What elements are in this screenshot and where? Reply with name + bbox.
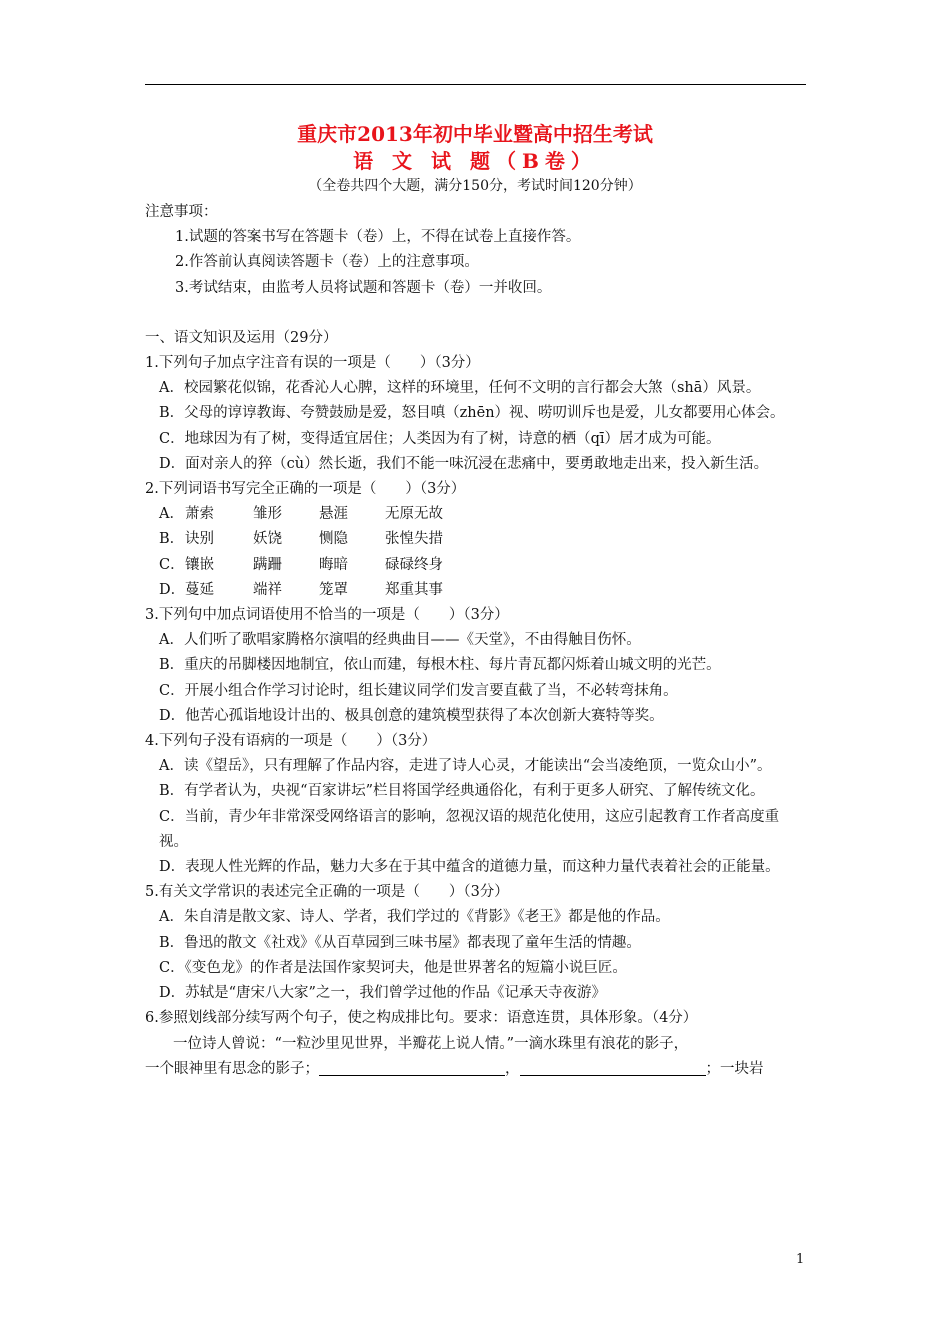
word: 妖饶: [253, 531, 282, 548]
option-a: A．人们听了歌唱家腾格尔演唱的经典曲目——《天堂》，不由得触目伤怀。: [159, 632, 641, 649]
exam-title: 重庆市2013年初中毕业暨高中招生考试: [297, 122, 653, 146]
word: 端祥: [253, 581, 282, 598]
page-number: 1: [796, 1252, 805, 1267]
word: 蔓延: [185, 581, 214, 598]
word: 悬涯: [319, 506, 348, 523]
question-stem: 2.下列词语书写完全正确的一项是（ ）（3分）: [145, 481, 466, 498]
option-d: D．面对亲人的猝（cù）然长逝，我们不能一味沉浸在悲痛中，要勇敢地走出来，投入新生活。: [159, 455, 769, 472]
word-option-row: [145, 527, 807, 552]
prompt-text: 一个眼神里有思念的影子；: [145, 1060, 319, 1077]
question-stem: 4.下列句子没有语病的一项是（ ）（3分）: [145, 733, 437, 750]
option-letter: C．: [159, 556, 185, 573]
word: 蹒跚: [253, 556, 282, 573]
option-b: B．有学者认为，央视“百家讲坛”栏目将国学经典通俗化，有利于更多人研究、了解传统文化。: [159, 783, 765, 800]
word: 恻隐: [319, 531, 348, 548]
word: 郑重其事: [385, 581, 443, 598]
question-stem: 1.下列句子加点字注音有误的一项是（ ）（3分）: [145, 355, 480, 372]
option-a: A．朱自清是散文家、诗人、学者，我们学过的《背影》《老王》都是他的作品。: [159, 909, 670, 926]
word: 晦暗: [319, 556, 348, 573]
notice-item: 2.作答前认真阅读答题卡（卷）上的注意事项。: [175, 254, 479, 271]
option-d: D．他苦心孤诣地设计出的、极具创意的建筑模型获得了本次创新大赛特等奖。: [159, 707, 664, 724]
spacer: [145, 301, 807, 326]
option-b: B．父母的谆谆教诲、夸赞鼓励是爱，怒目嗔（zhēn）视、唠叨训斥也是爱，儿女都要用心体会。: [159, 405, 785, 422]
separator: ；一块岩: [705, 1060, 764, 1077]
word: 诀别: [185, 531, 214, 548]
notice-item: 3.考试结束，由监考人员将试题和答题卡（卷）一并收回。: [175, 279, 552, 296]
option-b: B．鲁迅的散文《社戏》《从百草园到三味书屋》都表现了童年生活的情趣。: [159, 934, 641, 951]
question-stem: 5.有关文学常识的表述完全正确的一项是（ ）（3分）: [145, 884, 509, 901]
word: 萧索: [185, 506, 214, 523]
option-d: D．苏轼是“唐宋八大家”之一，我们曾学过他的作品《记承天寺夜游》: [159, 985, 606, 1002]
prompt-text: 一位诗人曾说：“一粒沙里见世界，半瓣花上说人情。”一滴水珠里有浪花的影子，: [173, 1035, 689, 1052]
fill-in-line: [145, 1057, 807, 1082]
option-b: B．重庆的吊脚楼因地制宜，依山而建，每根木柱、每片青瓦都闪烁着山城文明的光芒。: [159, 657, 721, 674]
word: 雏形: [253, 506, 282, 523]
exam-content: [145, 200, 807, 1082]
exam-info: （全卷共四个大题，满分150分，考试时间120分钟）: [308, 178, 642, 194]
word: 笼罩: [319, 581, 348, 598]
question-stem: 3.下列句中加点词语使用不恰当的一项是（ ）（3分）: [145, 607, 509, 624]
notice-label: 注意事项：: [145, 204, 218, 220]
word-option-row: [145, 578, 807, 603]
separator: ，: [505, 1060, 520, 1077]
option-d: D．表现人性光辉的作品，魅力大多在于其中蕴含的道德力量，而这种力量代表着社会的正能量。: [159, 859, 780, 876]
option-c: C．《变色龙》的作者是法国作家契诃夫，他是世界著名的短篇小说巨匠。: [159, 959, 627, 976]
option-a: A．校园繁花似锦，花香沁人心脾，这样的环境里，任何不文明的言行都会大煞（shā）风景。: [159, 380, 761, 397]
question-stem: 6.参照划线部分续写两个句子，使之构成排比句。要求：语意连贯，具体形象。（4分）: [145, 1010, 698, 1027]
word: 镶嵌: [185, 556, 214, 573]
option-c: C．开展小组合作学习讨论时，组长建议同学们发言要直截了当，不必转弯抹角。: [159, 682, 678, 699]
option-letter: B．: [159, 531, 185, 548]
notice-item: 1.试题的答案书写在答题卡（卷）上，不得在试卷上直接作答。: [175, 229, 581, 246]
option-c: C．当前，青少年非常深受网络语言的影响，忽视汉语的规范化使用，这应引起教育工作者高度重视。: [159, 808, 780, 850]
option-c: C．地球因为有了树，变得适宜居住；人类因为有了树，诗意的栖（qī）居才成为可能。: [159, 430, 721, 447]
option-letter: A．: [159, 506, 184, 523]
exam-subject-title: 语 文 试 题（B卷）: [353, 149, 597, 173]
option-letter: D．: [159, 581, 186, 598]
section-heading: 一、语文知识及运用（29分）: [145, 329, 338, 346]
word: 无原无故: [385, 506, 443, 523]
word: 张惶失措: [385, 531, 443, 548]
answer-blank-1[interactable]: [319, 1059, 505, 1076]
word-option-row: [145, 553, 807, 578]
word: 碌碌终身: [385, 556, 443, 573]
option-a: A．读《望岳》，只有理解了作品内容，走进了诗人心灵，才能读出“会当凌绝顶，一览众山小”。: [159, 758, 772, 775]
answer-blank-2[interactable]: [520, 1059, 706, 1076]
header-rule: [145, 84, 806, 85]
word-option-row: [145, 502, 807, 527]
